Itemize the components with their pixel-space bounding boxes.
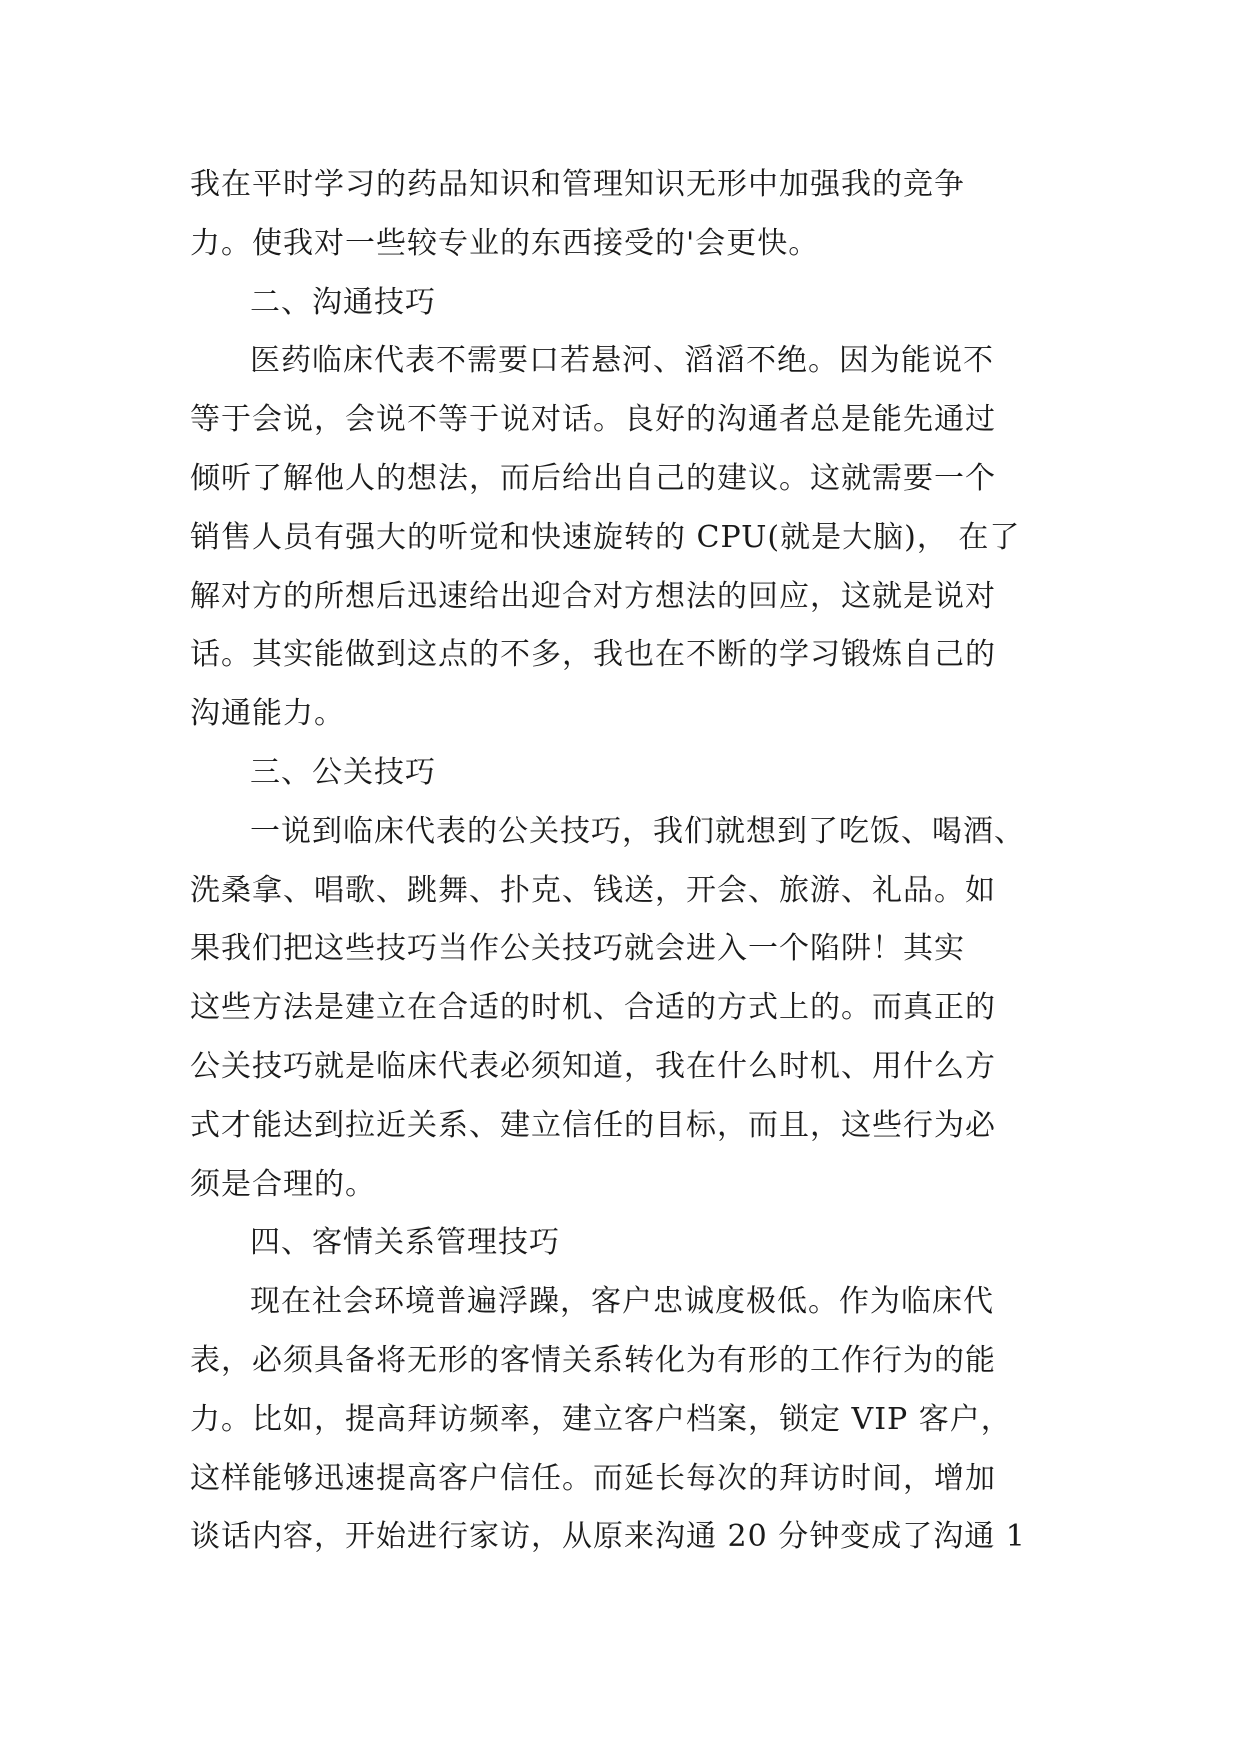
text-line: 解对方的所想后迅速给出迎合对方想法的回应，这就是说对: [190, 578, 996, 614]
text-line: 表，必须具备将无形的客情关系转化为有形的工作行为的能: [190, 1342, 996, 1378]
text-line: 公关技巧就是临床代表必须知道，我在什么时机、用什么方: [190, 1048, 996, 1084]
document-body: [190, 156, 1050, 1567]
text-line: 谈话内容，开始进行家访，从原来沟通 20 分钟变成了沟通 1: [190, 1519, 1026, 1555]
text-line: 倾听了解他人的想法，而后给出自己的建议。这就需要一个: [190, 460, 996, 496]
text-line: 四、客情关系管理技巧: [250, 1225, 560, 1261]
text-line: 力。使我对一些较专业的东西接受的'会更快。: [190, 225, 820, 261]
text-line: 沟通能力。: [190, 696, 345, 732]
text-line: 等于会说，会说不等于说对话。良好的沟通者总是能先通过: [190, 402, 996, 438]
text-line: 洗桑拿、唱歌、跳舞、扑克、钱送，开会、旅游、礼品。如: [190, 872, 996, 908]
text-line: 须是合理的。: [190, 1166, 376, 1202]
text-line: 销售人员有强大的听觉和快速旋转的 CPU(就是大脑)， 在了: [190, 519, 1021, 555]
text-line: 医药临床代表不需要口若悬河、滔滔不绝。因为能说不: [250, 343, 994, 379]
text-line: 我在平时学习的药品知识和管理知识无形中加强我的竞争: [190, 167, 965, 202]
text-line: 现在社会环境普遍浮躁，客户忠诚度极低。作为临床代: [250, 1284, 994, 1320]
text-line: 二、沟通技巧: [250, 284, 436, 320]
text-line: 力。比如，提高拜访频率，建立客户档案，锁定 VIP 客户，: [190, 1401, 1012, 1437]
text-line: 这样能够迅速提高客户信任。而延长每次的拜访时间，增加: [190, 1460, 996, 1496]
text-line: 三、公关技巧: [250, 754, 436, 790]
text-line: 话。其实能做到这点的不多，我也在不断的学习锻炼自己的: [190, 637, 996, 673]
text-line: 式才能达到拉近关系、建立信任的目标，而且，这些行为必: [190, 1107, 996, 1143]
text-line: 这些方法是建立在合适的时机、合适的方式上的。而真正的: [190, 990, 996, 1026]
text-line: 果我们把这些技巧当作公关技巧就会进入一个陷阱！其实: [190, 931, 965, 967]
text-line: 一说到临床代表的公关技巧，我们就想到了吃饭、喝酒、: [250, 813, 1025, 849]
